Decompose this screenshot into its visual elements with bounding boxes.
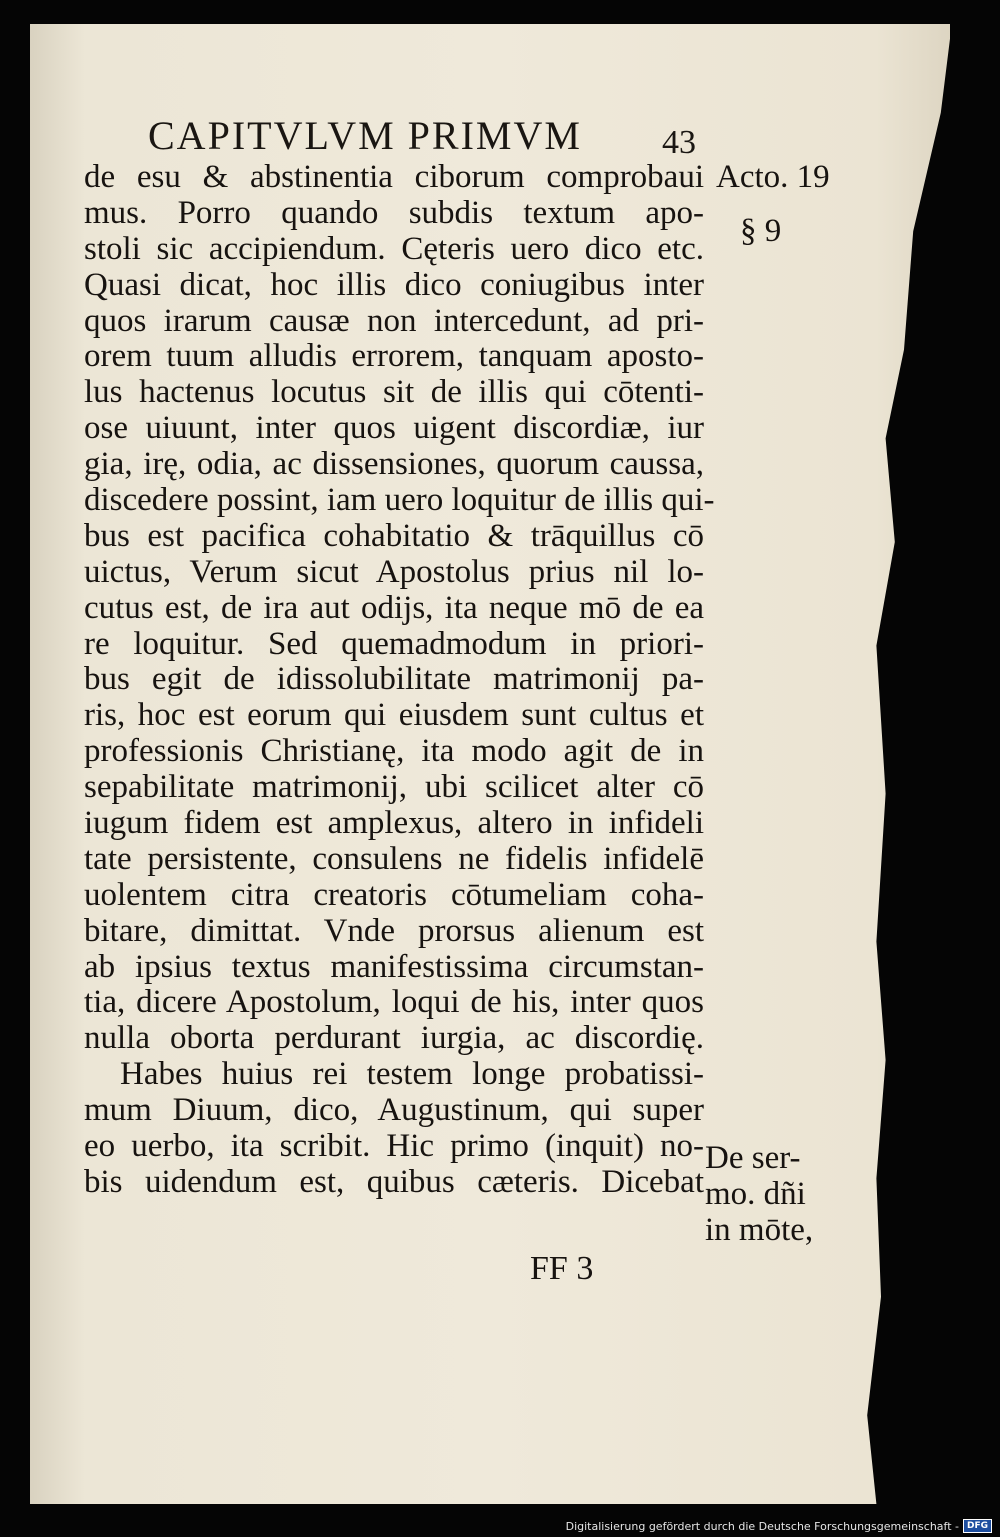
text-line: ose uiuunt, inter quos uigent discordiæ, iur: [84, 410, 704, 447]
digitization-credit: [566, 1519, 992, 1533]
signature-mark: FF 3: [530, 1250, 594, 1287]
body-text: [84, 159, 715, 1201]
text-line: bus est pacifica cohabitatio & trāquillus cō: [84, 517, 704, 554]
folio-number: 43: [662, 124, 696, 161]
margin-note-sermon: [705, 1141, 813, 1249]
text-line: bus egit de idissolubilitate matrimonij pa-: [84, 661, 704, 698]
margin-note-line: De ser-: [705, 1140, 801, 1176]
running-head: CAPITVLVM PRIMVM: [148, 113, 582, 158]
text-line: mum Diuum, dico, Augustinum, qui super: [84, 1092, 704, 1129]
margin-note-acts: Acto. 19: [716, 159, 830, 195]
text-line: gia, irę, odia, ac dissensiones, quorum caussa,: [84, 446, 704, 483]
text-line: de esu & abstinentia ciborum comprobaui: [84, 159, 704, 195]
text-line: lus hactenus locutus sit de illis qui cōtenti-: [84, 374, 704, 411]
text-line: Habes huius rei testem longe probatissi-: [120, 1056, 704, 1093]
text-line: mus. Porro quando subdis textum apo-: [84, 194, 704, 231]
text-line: orem tuum alludis errorem, tanquam aposto-: [84, 338, 704, 375]
text-line: re loquitur. Sed quemadmodum in priori-: [84, 625, 704, 662]
text-line: professionis Christianę, ita modo agit de in: [84, 733, 704, 770]
text-line: tia, dicere Apostolum, loqui de his, inter quos: [84, 984, 704, 1021]
margin-note-section-sign: § 9: [740, 213, 782, 249]
text-line: Quasi dicat, hoc illis dico coniugibus inter: [84, 266, 704, 303]
text-line: uolentem citra creatoris cōtumeliam coha-: [84, 876, 704, 913]
text-line: bis uidendum est, quibus cæteris. Dicebat: [84, 1163, 704, 1200]
margin-note-line: in mōte,: [705, 1211, 814, 1248]
text-line: tate persistente, consulens ne fidelis infidelē: [84, 840, 704, 877]
text-line: eo uerbo, ita scribit. Hic primo (inquit) no-: [84, 1128, 704, 1165]
text-line: sepabilitate matrimonij, ubi scilicet alter cō: [84, 769, 704, 806]
credit-text: Digitalisierung gefördert durch die Deutsche Forschungsgemeinschaft -: [565, 1519, 959, 1533]
text-line: stoli sic accipiendum. Cęteris uero dico etc.: [84, 230, 704, 267]
text-line: iugum fidem est amplexus, altero in infideli: [84, 805, 704, 842]
text-line: ab ipsius textus manifestissima circumstan-: [84, 948, 704, 985]
text-line: cutus est, de ira aut odijs, ita neque mō de ea: [84, 589, 704, 626]
margin-note-line: mo. dñi: [705, 1175, 806, 1212]
text-line: ris, hoc est eorum qui eiusdem sunt cultus et: [84, 697, 704, 734]
text-line: uictus, Verum sicut Apostolus prius nil lo-: [84, 553, 704, 590]
dfg-logo: DFG: [963, 1519, 992, 1533]
text-line: discedere possint, iam uero loquitur de illis qui-: [84, 482, 715, 519]
text-line: nulla oborta perdurant iurgia, ac discordię.: [84, 1020, 704, 1057]
text-line: quos irarum causæ non intercedunt, ad pri-: [84, 302, 704, 339]
text-line: bitare, dimittat. Vnde prorsus alienum est: [84, 912, 704, 949]
